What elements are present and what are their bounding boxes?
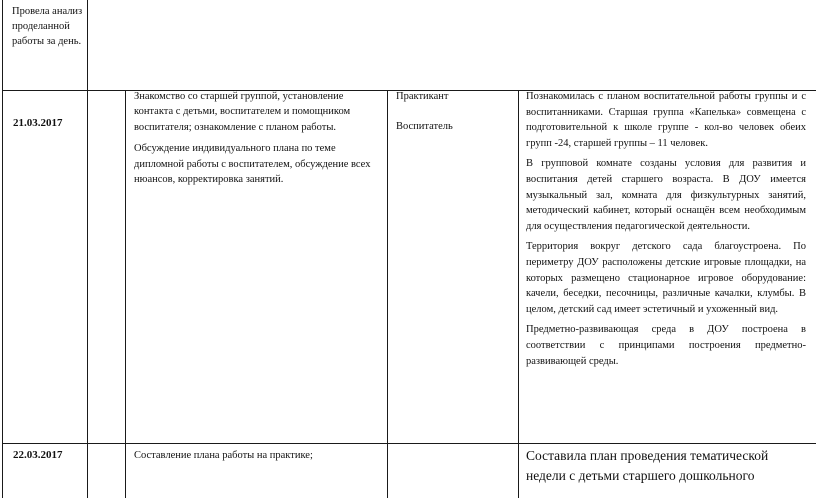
row-1-role-label: Воспитатель [396, 121, 453, 133]
row-1-result-paragraph: В групповой комнате созданы условия для развития и воспитания детей старшего возраста. В ДОУ имеется музыкальный зал, комната для физкультурных занятий, методический кабинет, который оснащён всем необходимым для осуществления педагогической деятельности. [526, 158, 806, 232]
row-1-role-label: Практикант [396, 91, 449, 102]
row-2-result-paragraph: Составила план проведения тематической недели с детьми старшего дошкольного [526, 448, 769, 483]
row-1-date: 21.03.2017 [13, 117, 63, 129]
row-1-content-paragraph: Обсуждение индивидуального плана по теме дипломной работы с воспитателем, обсуждение всех нюансов, корректировка занятий. [134, 143, 371, 186]
table-border-narrow-col [125, 90, 126, 498]
table-border-content-col [387, 90, 388, 498]
row-1-result [526, 89, 806, 369]
row-1-role [396, 89, 514, 135]
table-row-divider-2 [2, 443, 816, 444]
row-1-result-paragraph: Территория вокруг детского сада благоустроена. По периметру ДОУ расположены детские игровые площадки, на которых размещено стационарное игровое оборудование: качели, беседки, песочницы, различные качалки, клумбы. В целом, детский сад имеет эстетичный и ухоженный вид. [526, 241, 806, 315]
table-border-role-col [518, 90, 519, 498]
row-1-result-paragraph: Познакомилась с планом воспитательной работы группы и с воспитанниками. Старшая группа «Капелька» совмещена с подготовительной к школе группе - кол-во человек обеих групп -24, старшей группы – 11 человек. [526, 91, 806, 149]
row-2-content [134, 448, 382, 463]
row-1-result-paragraph: Предметно-развивающая среда в ДОУ построена в соответствии с принципами построения предметно-развивающей среды. [526, 324, 806, 367]
row-1-content-paragraph: Знакомство со старшей группой, установление контакта с детьми, воспитателем и помощником воспитателя; ознакомление с планом работы. [134, 91, 351, 133]
row-2-content-paragraph: Составление плана работы на практике; [134, 450, 313, 461]
table-border-left [2, 0, 3, 498]
row-1-content [134, 89, 382, 187]
row-2-result [526, 446, 806, 485]
table-border-date-col [87, 0, 88, 498]
row-0-content: Провела анализ проделанной работы за день. [12, 6, 83, 47]
row-2-date: 22.03.2017 [13, 449, 63, 461]
